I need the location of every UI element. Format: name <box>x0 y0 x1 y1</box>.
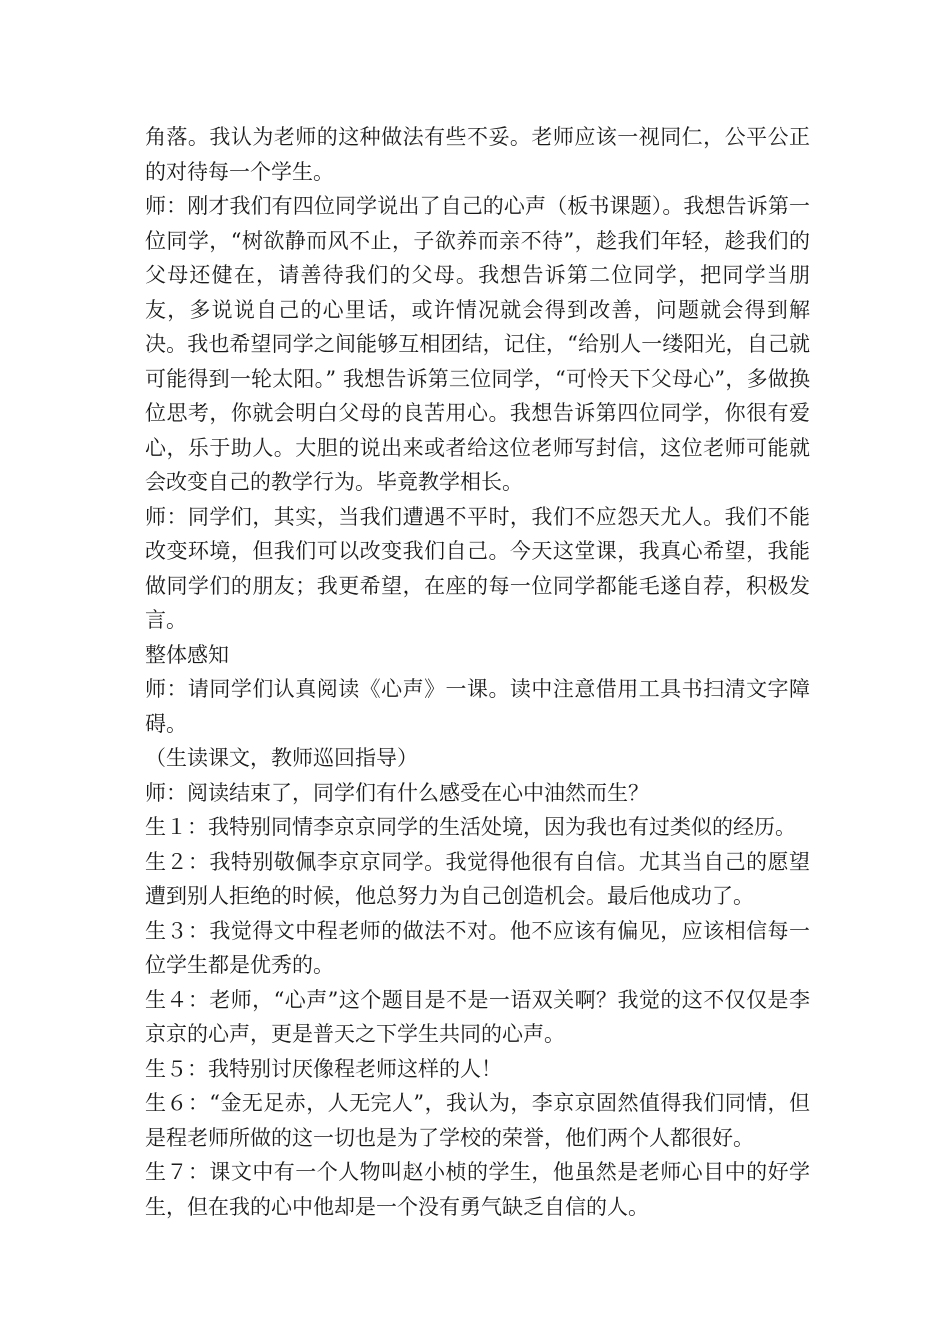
paragraph-1: 角落。我认为老师的这种做法有些不妥。老师应该一视同仁，公平公正的对待每一个学生。 <box>145 125 810 184</box>
paragraph-2: 师：刚才我们有四位同学说出了自己的心声（板书课题）。我想告诉第一位同学，“树欲静而风不止，子欲养而亲不待”，趁我们年轻，趁我们的父母还健在，请善待我们的父母。我想告诉第二位同学，把同学当朋友，多说说自己的心里话，或许情况就会得到改善，问题就会得到解决。我也希望同学之间能够互相团结，记住，“给别人一缕阳光，自己就可能得到一轮太阳。” 我想告诉第三位同学，“可怜天下父母心”，多做换位思考，你就会明白父母的良苦用心。我想告诉第四位同学，你很有爱心，乐于助人。大胆的说出来或者给这位老师写封信，这位老师可能就会改变自己的教学行为。毕竟教学相长。 <box>145 194 810 494</box>
paragraph-10: 生３：我觉得文中程老师的做法不对。他不应该有偏见，应该相信每一位学生都是优秀的。 <box>145 918 810 977</box>
paragraph-14: 生７：课文中有一个人物叫赵小桢的学生，他虽然是老师心目中的好学生，但在我的心中他却是一个没有勇气缺乏自信的人。 <box>145 1160 810 1219</box>
paragraph-13: 生６：“金无足赤，人无完人”，我认为，李京京固然值得我们同情，但是程老师所做的这一切也是为了学校的荣誉，他们两个人都很好。 <box>145 1091 810 1150</box>
paragraph-6: （生读课文，教师巡回指导） <box>145 746 418 770</box>
paragraph-9: 生２：我特别敬佩李京京同学。我觉得他很有自信。尤其当自己的愿望遭到别人拒绝的时候，他总努力为自己创造机会。最后他成功了。 <box>145 849 810 908</box>
paragraph-8: 生１：我特别同情李京京同学的生活处境，因为我也有过类似的经历。 <box>145 815 796 839</box>
paragraph-3: 师：同学们，其实，当我们遭遇不平时，我们不应怨天尤人。我们不能改变环境，但我们可以改变我们自己。今天这堂课，我真心希望，我能做同学们的朋友；我更希望，在座的每一位同学都能毛遂自荐，积极发言。 <box>145 504 810 632</box>
paragraph-5: 师：请同学们认真阅读《心声》一课。读中注意借用工具书扫清文字障碍。 <box>145 677 810 736</box>
paragraph-7: 师：阅读结束了，同学们有什么感受在心中油然而生？ <box>145 780 649 805</box>
section-heading: 整体感知 <box>145 642 229 667</box>
paragraph-11: 生４：老师，“心声”这个题目是不是一语双关啊？我觉的这不仅仅是李京京的心声，更是普天之下学生共同的心声。 <box>145 987 810 1046</box>
document-body <box>145 120 810 1224</box>
paragraph-12: 生５：我特别讨厌像程老师这样的人！ <box>145 1056 502 1081</box>
